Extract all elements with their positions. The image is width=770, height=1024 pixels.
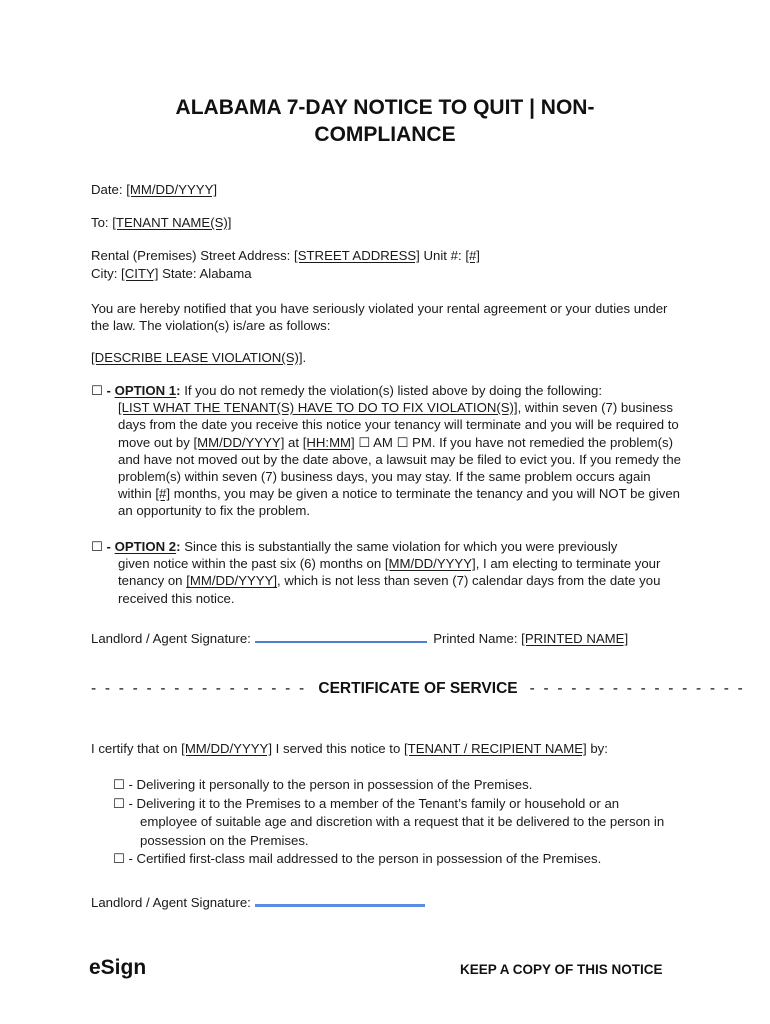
option-2-body — [91, 555, 681, 607]
option-1-text-3: at — [284, 434, 303, 450]
option-2-dash: - — [102, 539, 115, 554]
move-out-date-field[interactable]: [MM/DD/YYYY] — [193, 434, 285, 450]
option-2-text-3: , I am electing to terminate your tenancy on — [118, 556, 661, 589]
keep-copy-note: KEEP A COPY OF THIS NOTICE — [460, 962, 663, 977]
certify-line — [91, 740, 608, 757]
address-label: Rental (Premises) Street Address: — [91, 248, 291, 263]
street-address-field[interactable]: [STREET ADDRESS] — [294, 248, 420, 263]
option-2-label: OPTION 2 — [114, 539, 177, 554]
violation-field[interactable]: [DESCRIBE LEASE VIOLATION(S)] — [91, 350, 303, 365]
certify-text-3: by: — [586, 741, 608, 756]
option-1-body — [91, 399, 681, 519]
option-2-head — [91, 538, 681, 555]
option-1-checkbox[interactable]: ☐ — [91, 383, 103, 398]
signature-label: Landlord / Agent Signature: — [91, 631, 251, 646]
signature-field[interactable] — [255, 629, 427, 643]
unit-label: Unit #: — [423, 248, 462, 263]
service-method-personal[interactable]: ☐ - Delivering it personally to the person in possession of the Premises. — [113, 777, 533, 792]
fix-violation-field[interactable]: [LIST WHAT THE TENANT(S) HAVE TO DO TO FIX VIOLATION(S)] — [118, 400, 518, 416]
option-2-text-2: given notice within the past six (6) months on — [118, 556, 385, 572]
option-1-colon: : — [176, 383, 181, 398]
option-2-text-4: , which is not less than seven (7) calendar days from the date you received this notice. — [118, 573, 661, 606]
certificate-dashes-left: - - - - - - - - - - - - - - - - — [91, 680, 307, 697]
option-2 — [91, 538, 681, 607]
notice-paragraph: You are hereby notified that you have seriously violated your rental agreement or your duties under the law. The violation(s) is/are as follows: — [91, 301, 668, 334]
signature-line-2 — [91, 892, 425, 911]
document-title: ALABAMA 7-DAY NOTICE TO QUIT | NON-COMPLIANCE — [175, 96, 595, 146]
option-1 — [91, 382, 681, 520]
option-1-text-5: months, you may be given a notice to terminate the tenancy and you will NOT be given an opportunity to fix the problem. — [118, 486, 681, 519]
option-2-checkbox[interactable]: ☐ — [91, 539, 103, 554]
state-text: State: Alabama — [162, 266, 252, 281]
service-date-field[interactable]: [MM/DD/YYYY] — [181, 741, 273, 756]
option-1-head — [91, 382, 681, 399]
printed-name-field[interactable]: [PRINTED NAME] — [521, 631, 629, 646]
date-line — [91, 181, 217, 198]
signature-2-field[interactable] — [255, 892, 425, 907]
to-label: To: — [91, 215, 109, 230]
signature-2-label: Landlord / Agent Signature: — [91, 895, 251, 910]
certificate-heading — [91, 680, 746, 698]
signature-line — [91, 629, 628, 647]
address-line — [91, 247, 480, 264]
to-line — [91, 214, 231, 231]
option-1-label: OPTION 1 — [114, 383, 177, 398]
service-method-mail[interactable]: ☐ - Certified first-class mail addressed to the person in possession of the Premises. — [113, 851, 602, 866]
option-1-dash: - — [102, 383, 115, 398]
tenant-name-field[interactable]: [TENANT NAME(S)] — [112, 215, 232, 230]
certify-text-1: I certify that on — [91, 741, 182, 756]
service-method-list — [113, 776, 673, 869]
city-field[interactable]: [CITY] — [121, 266, 159, 281]
date-label: Date: — [91, 182, 123, 197]
unit-field[interactable]: [#] — [465, 248, 480, 263]
option-1-text-1: If you do not remedy the violation(s) listed above by doing the following: — [180, 383, 603, 398]
option-2-text-1: Since this is substantially the same violation for which you were previously — [180, 539, 618, 554]
city-line — [91, 265, 252, 282]
termination-date-field[interactable]: [MM/DD/YYYY] — [186, 573, 278, 589]
date-field[interactable]: [MM/DD/YYYY] — [126, 182, 218, 197]
recipient-name-field[interactable]: [TENANT / RECIPIENT NAME] — [403, 741, 587, 756]
previous-notice-date-field[interactable]: [MM/DD/YYYY] — [384, 556, 476, 572]
option-1-text-2: , within seven (7) business days from the date you receive this notice your tenancy will terminate and you will be required to move out by — [118, 400, 679, 450]
certify-text-2: I served this notice to — [272, 741, 404, 756]
move-out-time-field[interactable]: [HH:MM] — [302, 434, 355, 450]
printed-name-label: Printed Name: — [433, 631, 518, 646]
city-label: City: — [91, 266, 118, 281]
months-field[interactable]: [#] — [155, 486, 171, 502]
option-1-text-4: ☐ AM ☐ PM. If you have not remedied the problem(s) and have not moved out by the date above, a lawsuit may be filed to evict you. If you remedy the problem(s) within seven (7) business days, you may stay. If the same problem occurs again within — [118, 434, 681, 502]
certificate-title: CERTIFICATE OF SERVICE — [318, 680, 518, 697]
option-2-colon: : — [176, 539, 181, 554]
esign-logo: eSign — [89, 956, 147, 979]
violation-line: [DESCRIBE LEASE VIOLATION(S)]. — [91, 350, 307, 365]
certificate-dashes-right: - - - - - - - - - - - - - - - - — [529, 680, 746, 697]
service-method-household[interactable]: ☐ - Delivering it to the Premises to a member of the Tenant’s family or household or an employee of suitable age and discretion with a request that it be delivered to the person in possession on the Premises. — [113, 795, 665, 848]
